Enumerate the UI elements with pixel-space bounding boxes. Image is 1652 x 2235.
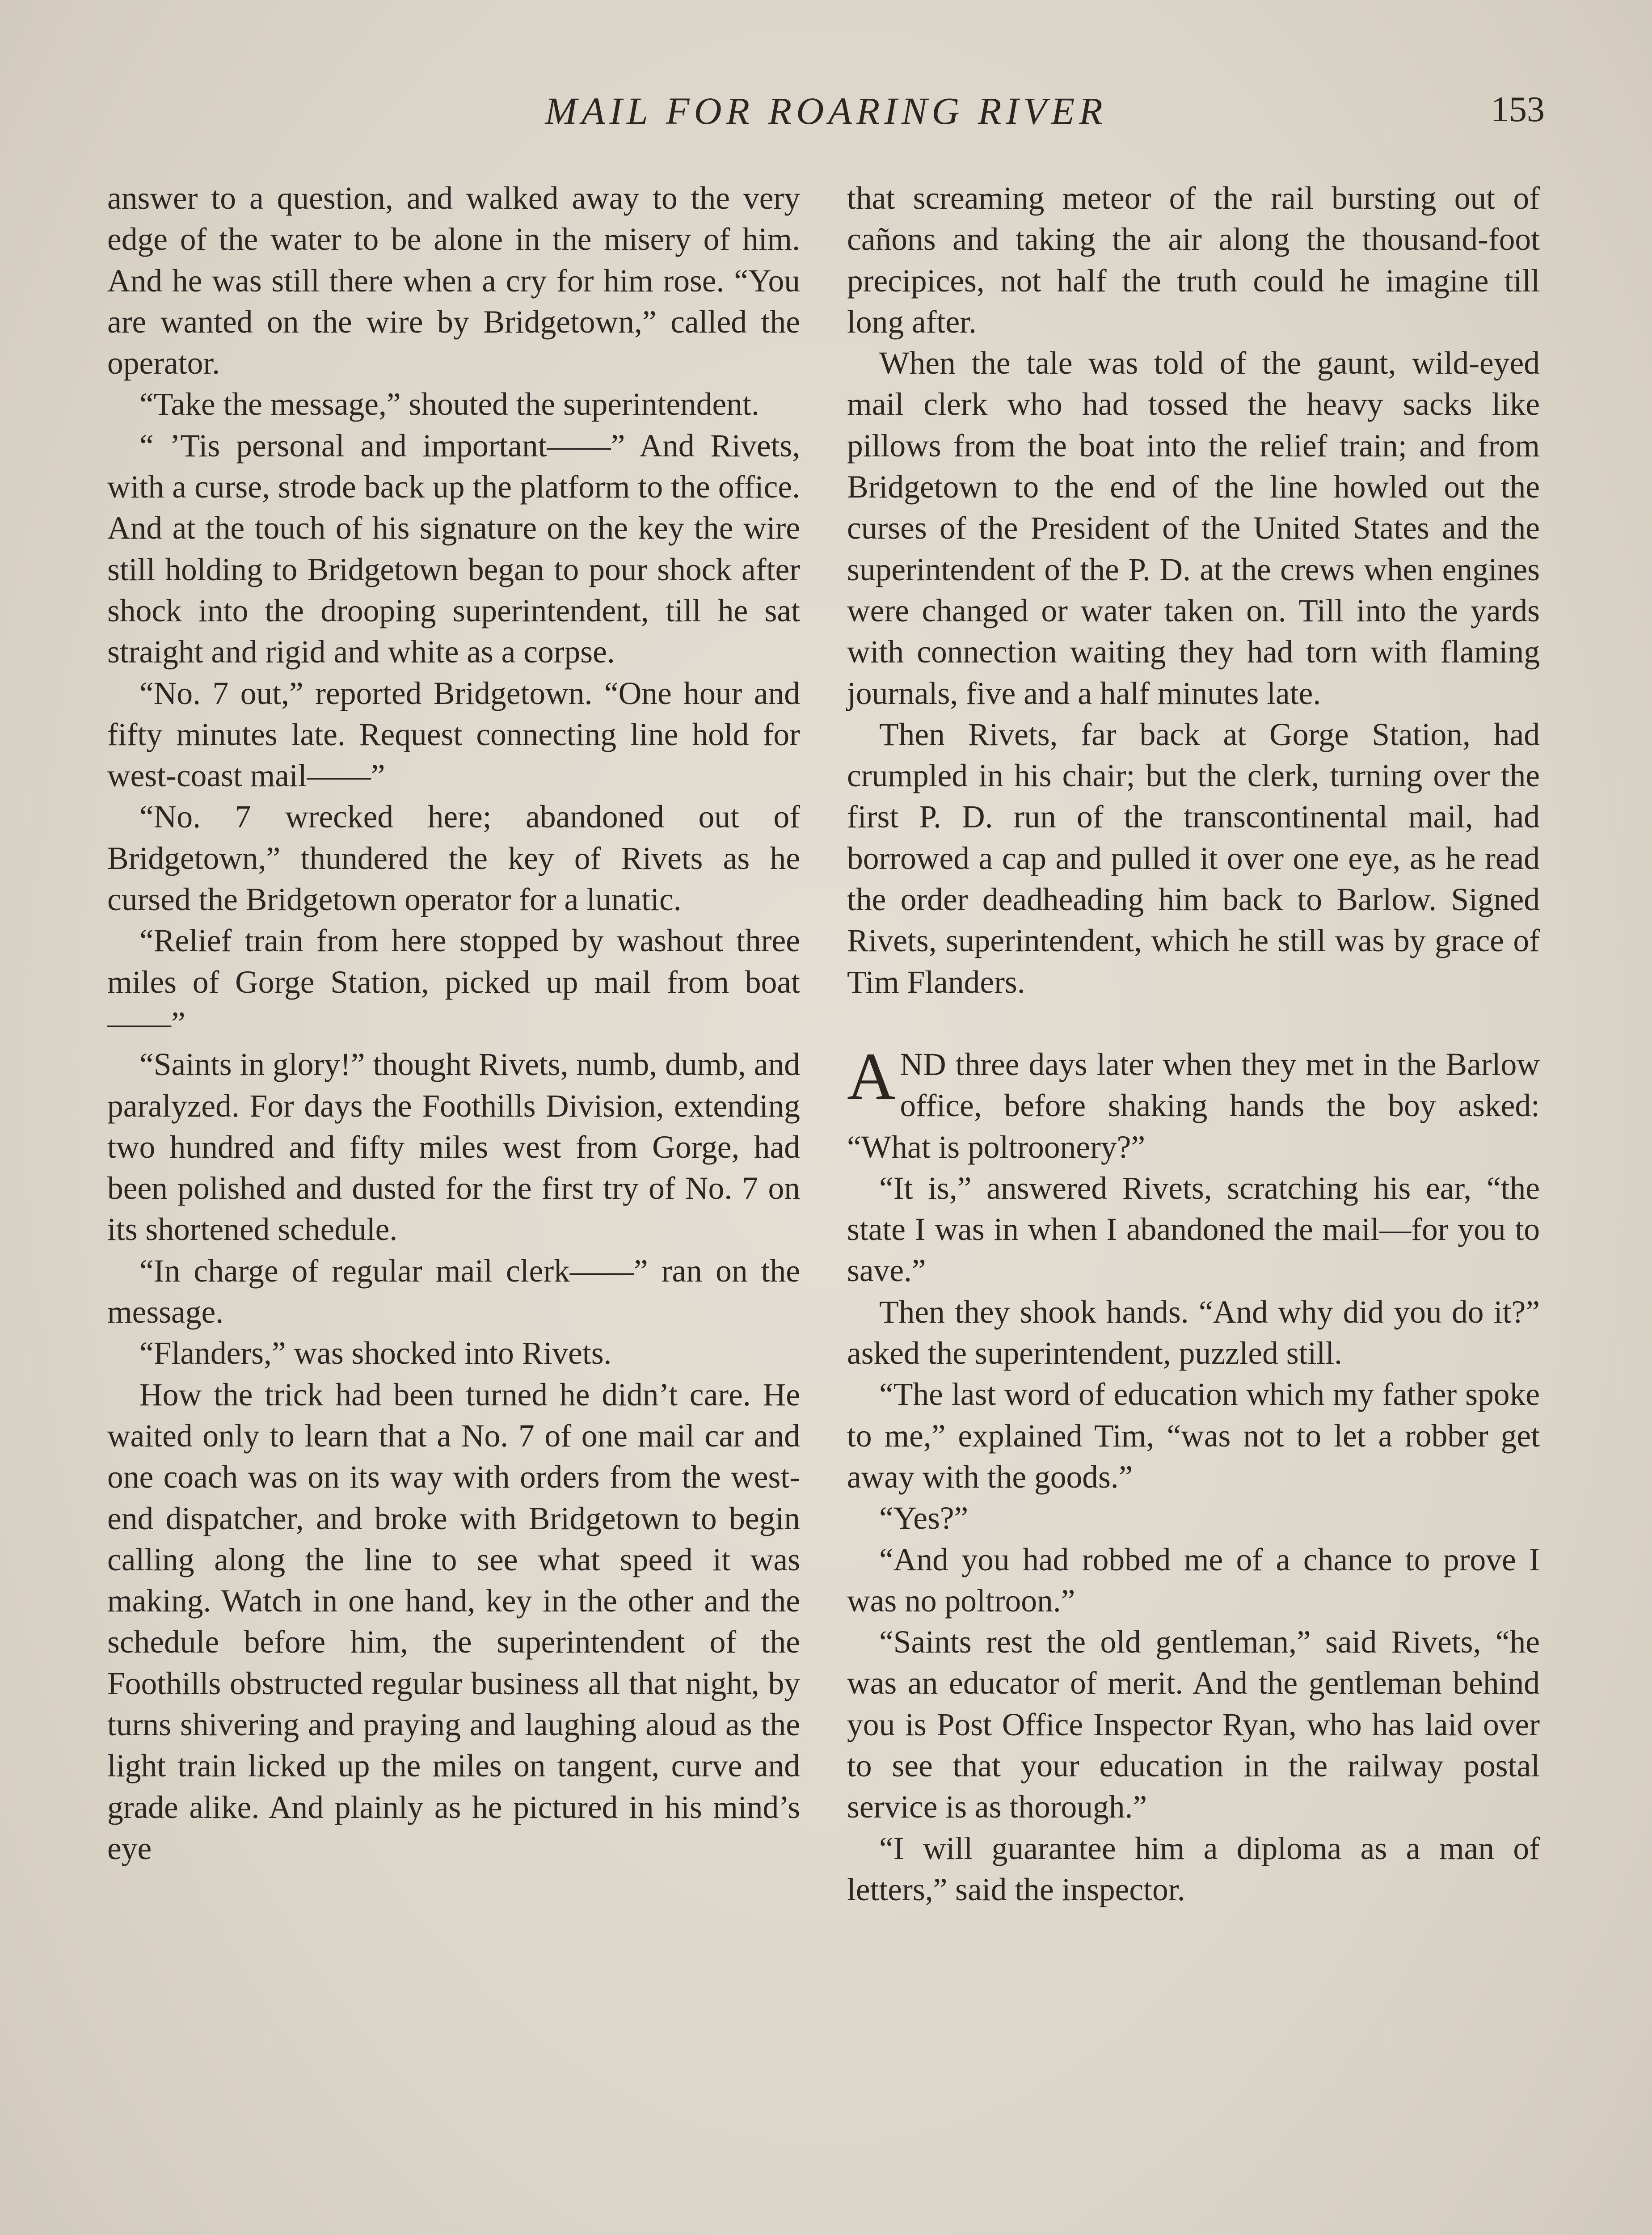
page-number: 153 (1491, 90, 1545, 129)
drop-cap: A (847, 1039, 896, 1113)
paragraph: “Saints in glory!” thought Rivets, numb, dumb, and paralyzed. For days the Foothills Division, extending two hundred and fifty miles west from Gorge, had been polished and dusted for the first try of No. 7 on its shortened schedule. (107, 1047, 800, 1248)
paragraph: “No. 7 out,” reported Bridgetown. “One hour and fifty minutes late. Request connecting line hold for west-coast mail——” (107, 675, 800, 794)
paragraph: “It is,” answered Rivets, scratching his ear, “the state I was in when I abandoned the mail—for you to save.” (847, 1170, 1540, 1289)
section-opening-text: ND three days later when they met in the Barlow office, before shaking hands the boy asked: “What is poltroonery?” (847, 1046, 1540, 1165)
paragraph: “Saints rest the old gentleman,” said Rivets, “he was an educator of merit. And the gentleman behind you is Post Office Inspector Ryan, who has laid over to see that your education in the railway postal service is as thorough.” (847, 1624, 1540, 1825)
paragraph: “The last word of education which my father spoke to me,” explained Tim, “was not to let a robber get away with the goods.” (847, 1377, 1540, 1495)
paragraph: Then Rivets, far back at Gorge Station, had crumpled in his chair; but the clerk, turning over the first P. D. run of the transcontinental mail, had borrowed a cap and pulled it over one eye, as he read the order deadheading him back to Barlow. Signed Rivets, superintendent, which he still was by grace of Tim Flanders. (847, 717, 1540, 1000)
section-opening-paragraph (847, 1039, 1540, 1168)
paragraph: When the tale was told of the gaunt, wild-eyed mail clerk who had tossed the heavy sacks like pillows from the boat into the relief train; and from Bridgetown to the end of the line howled out the curses of the President of the United States and the superintendent of the P. D. at the crews when engines were changed or water taken on. Till into the yards with connection waiting they had torn with flaming journals, five and a half minutes late. (847, 346, 1540, 711)
paragraph: “ ’Tis personal and important——” And Rivets, with a curse, strode back up the platform to the office. And at the touch of his signature on the key the wire still holding to Bridgetown began to pour shock after shock into the drooping superintendent, till he sat straight and rigid and white as a corpse. (107, 428, 800, 670)
paragraph: that screaming meteor of the rail bursting out of cañons and taking the air along the thousand-foot precipices, not half the truth could he imagine till long after. (847, 181, 1540, 340)
paragraph: “I will guarantee him a diploma as a man of letters,” said the inspector. (847, 1830, 1540, 1907)
paragraph: “In charge of regular mail clerk——” ran on the message. (107, 1253, 800, 1330)
paragraph: “And you had robbed me of a chance to prove I was no poltroon.” (847, 1542, 1540, 1619)
paragraph: How the trick had been turned he didn’t care. He waited only to learn that a No. 7 of one mail car and one coach was on its way with orders from the west-end dispatcher, and broke with Bridgetown to begin calling along the line to see what speed it was making. Watch in one hand, key in the other and the schedule before him, the superintendent of the Foothills obstructed regular business all that night, by turns shivering and praying and laughing aloud as the light train licked up the miles on tangent, curve and grade alike. And plainly as he pictured in his mind’s eye (107, 1377, 800, 1866)
running-title: MAIL FOR ROARING RIVER (545, 89, 1107, 132)
right-column (847, 178, 1540, 1910)
left-column (107, 178, 800, 1869)
paragraph: answer to a question, and walked away to the very edge of the water to be alone in the misery of him. And he was still there when a cry for him rose. “You are wanted on the wire by Bridgetown,” called the operator. (107, 181, 800, 381)
paragraph: “Flanders,” was shocked into Rivets. (139, 1336, 612, 1371)
paragraph: “Yes?” (879, 1501, 969, 1536)
paragraph: “Relief train from here stopped by washout three miles of Gorge Station, picked up mail from boat——” (107, 923, 800, 1041)
paragraph: Then they shook hands. “And why did you do it?” asked the superintendent, puzzled still. (847, 1294, 1540, 1371)
paragraph: “Take the message,” shouted the superintendent. (139, 387, 759, 422)
paragraph: “No. 7 wrecked here; abandoned out of Bridgetown,” thundered the key of Rivets as he cursed the Bridgetown operator for a lunatic. (107, 799, 800, 918)
